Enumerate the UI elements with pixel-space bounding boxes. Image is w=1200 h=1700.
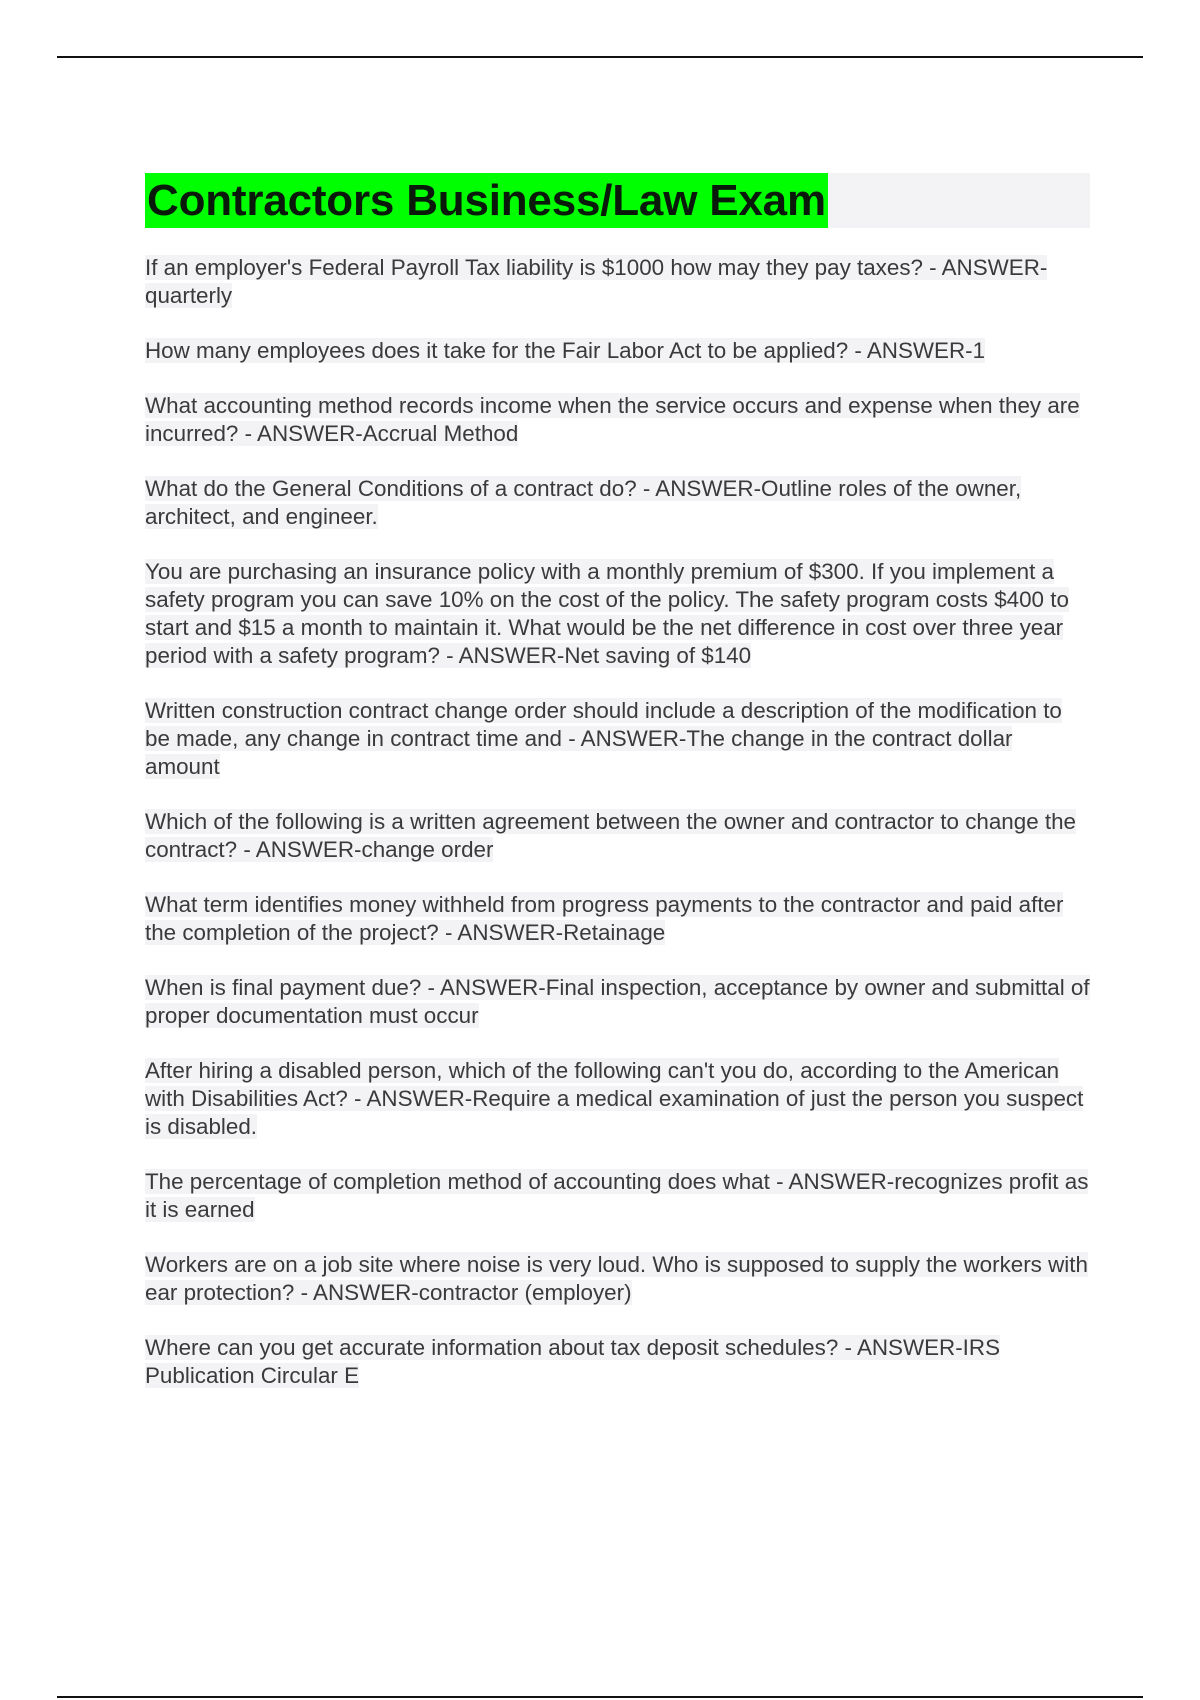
qa-item: [145, 475, 1090, 531]
qa-text: What do the General Conditions of a contract do? - ANSWER-Outline roles of the owner, architect, and engineer.: [145, 476, 1022, 529]
qa-item: [145, 337, 1090, 365]
qa-text: Where can you get accurate information about tax deposit schedules? - ANSWER-IRS Publication Circular E: [145, 1335, 1000, 1388]
qa-text: Written construction contract change order should include a description of the modification to be made, any change in contract time and - ANSWER-The change in the contract dollar amount: [145, 698, 1062, 779]
qa-text: Which of the following is a written agreement between the owner and contractor to change the contract? - ANSWER-change order: [145, 809, 1076, 862]
document-body: [145, 173, 1090, 1417]
qa-item: [145, 392, 1090, 448]
footer-rule: [57, 1696, 1143, 1698]
page-title: Contractors Business/Law Exam: [145, 173, 828, 228]
qa-item: [145, 558, 1090, 670]
qa-item: [145, 1251, 1090, 1307]
title-band: [145, 173, 1090, 228]
qa-item: [145, 1057, 1090, 1141]
qa-text: Workers are on a job site where noise is very loud. Who is supposed to supply the workers with ear protection? - ANSWER-contractor (employer): [145, 1252, 1088, 1305]
qa-text: The percentage of completion method of accounting does what - ANSWER-recognizes profit as it is earned: [145, 1169, 1089, 1222]
qa-item: [145, 254, 1090, 310]
qa-item: [145, 1334, 1090, 1390]
qa-text: When is final payment due? - ANSWER-Final inspection, acceptance by owner and submittal of proper documentation must occur: [145, 975, 1090, 1028]
header-rule: [57, 56, 1143, 58]
qa-text: After hiring a disabled person, which of the following can't you do, according to the American with Disabilities Act? - ANSWER-Require a medical examination of just the person you suspect is disabled.: [145, 1058, 1084, 1139]
qa-text: What accounting method records income when the service occurs and expense when they are incurred? - ANSWER-Accrual Method: [145, 393, 1080, 446]
qa-text: If an employer's Federal Payroll Tax liability is $1000 how may they pay taxes? - ANSWER-quarterly: [145, 255, 1048, 308]
qa-text: What term identifies money withheld from progress payments to the contractor and paid after the completion of the project? - ANSWER-Retainage: [145, 892, 1064, 945]
qa-item: [145, 808, 1090, 864]
qa-item: [145, 697, 1090, 781]
qa-list: [145, 254, 1090, 1390]
qa-item: [145, 891, 1090, 947]
qa-text: You are purchasing an insurance policy with a monthly premium of $300. If you implement a safety program you can save 10% on the cost of the policy. The safety program costs $400 to start and $15 a month to maintain it. What would be the net difference in cost over three year period with a safety program? - ANSWER-Net saving of $140: [145, 559, 1069, 668]
qa-item: [145, 1168, 1090, 1224]
qa-item: [145, 974, 1090, 1030]
qa-text: How many employees does it take for the Fair Labor Act to be applied? - ANSWER-1: [145, 338, 986, 363]
